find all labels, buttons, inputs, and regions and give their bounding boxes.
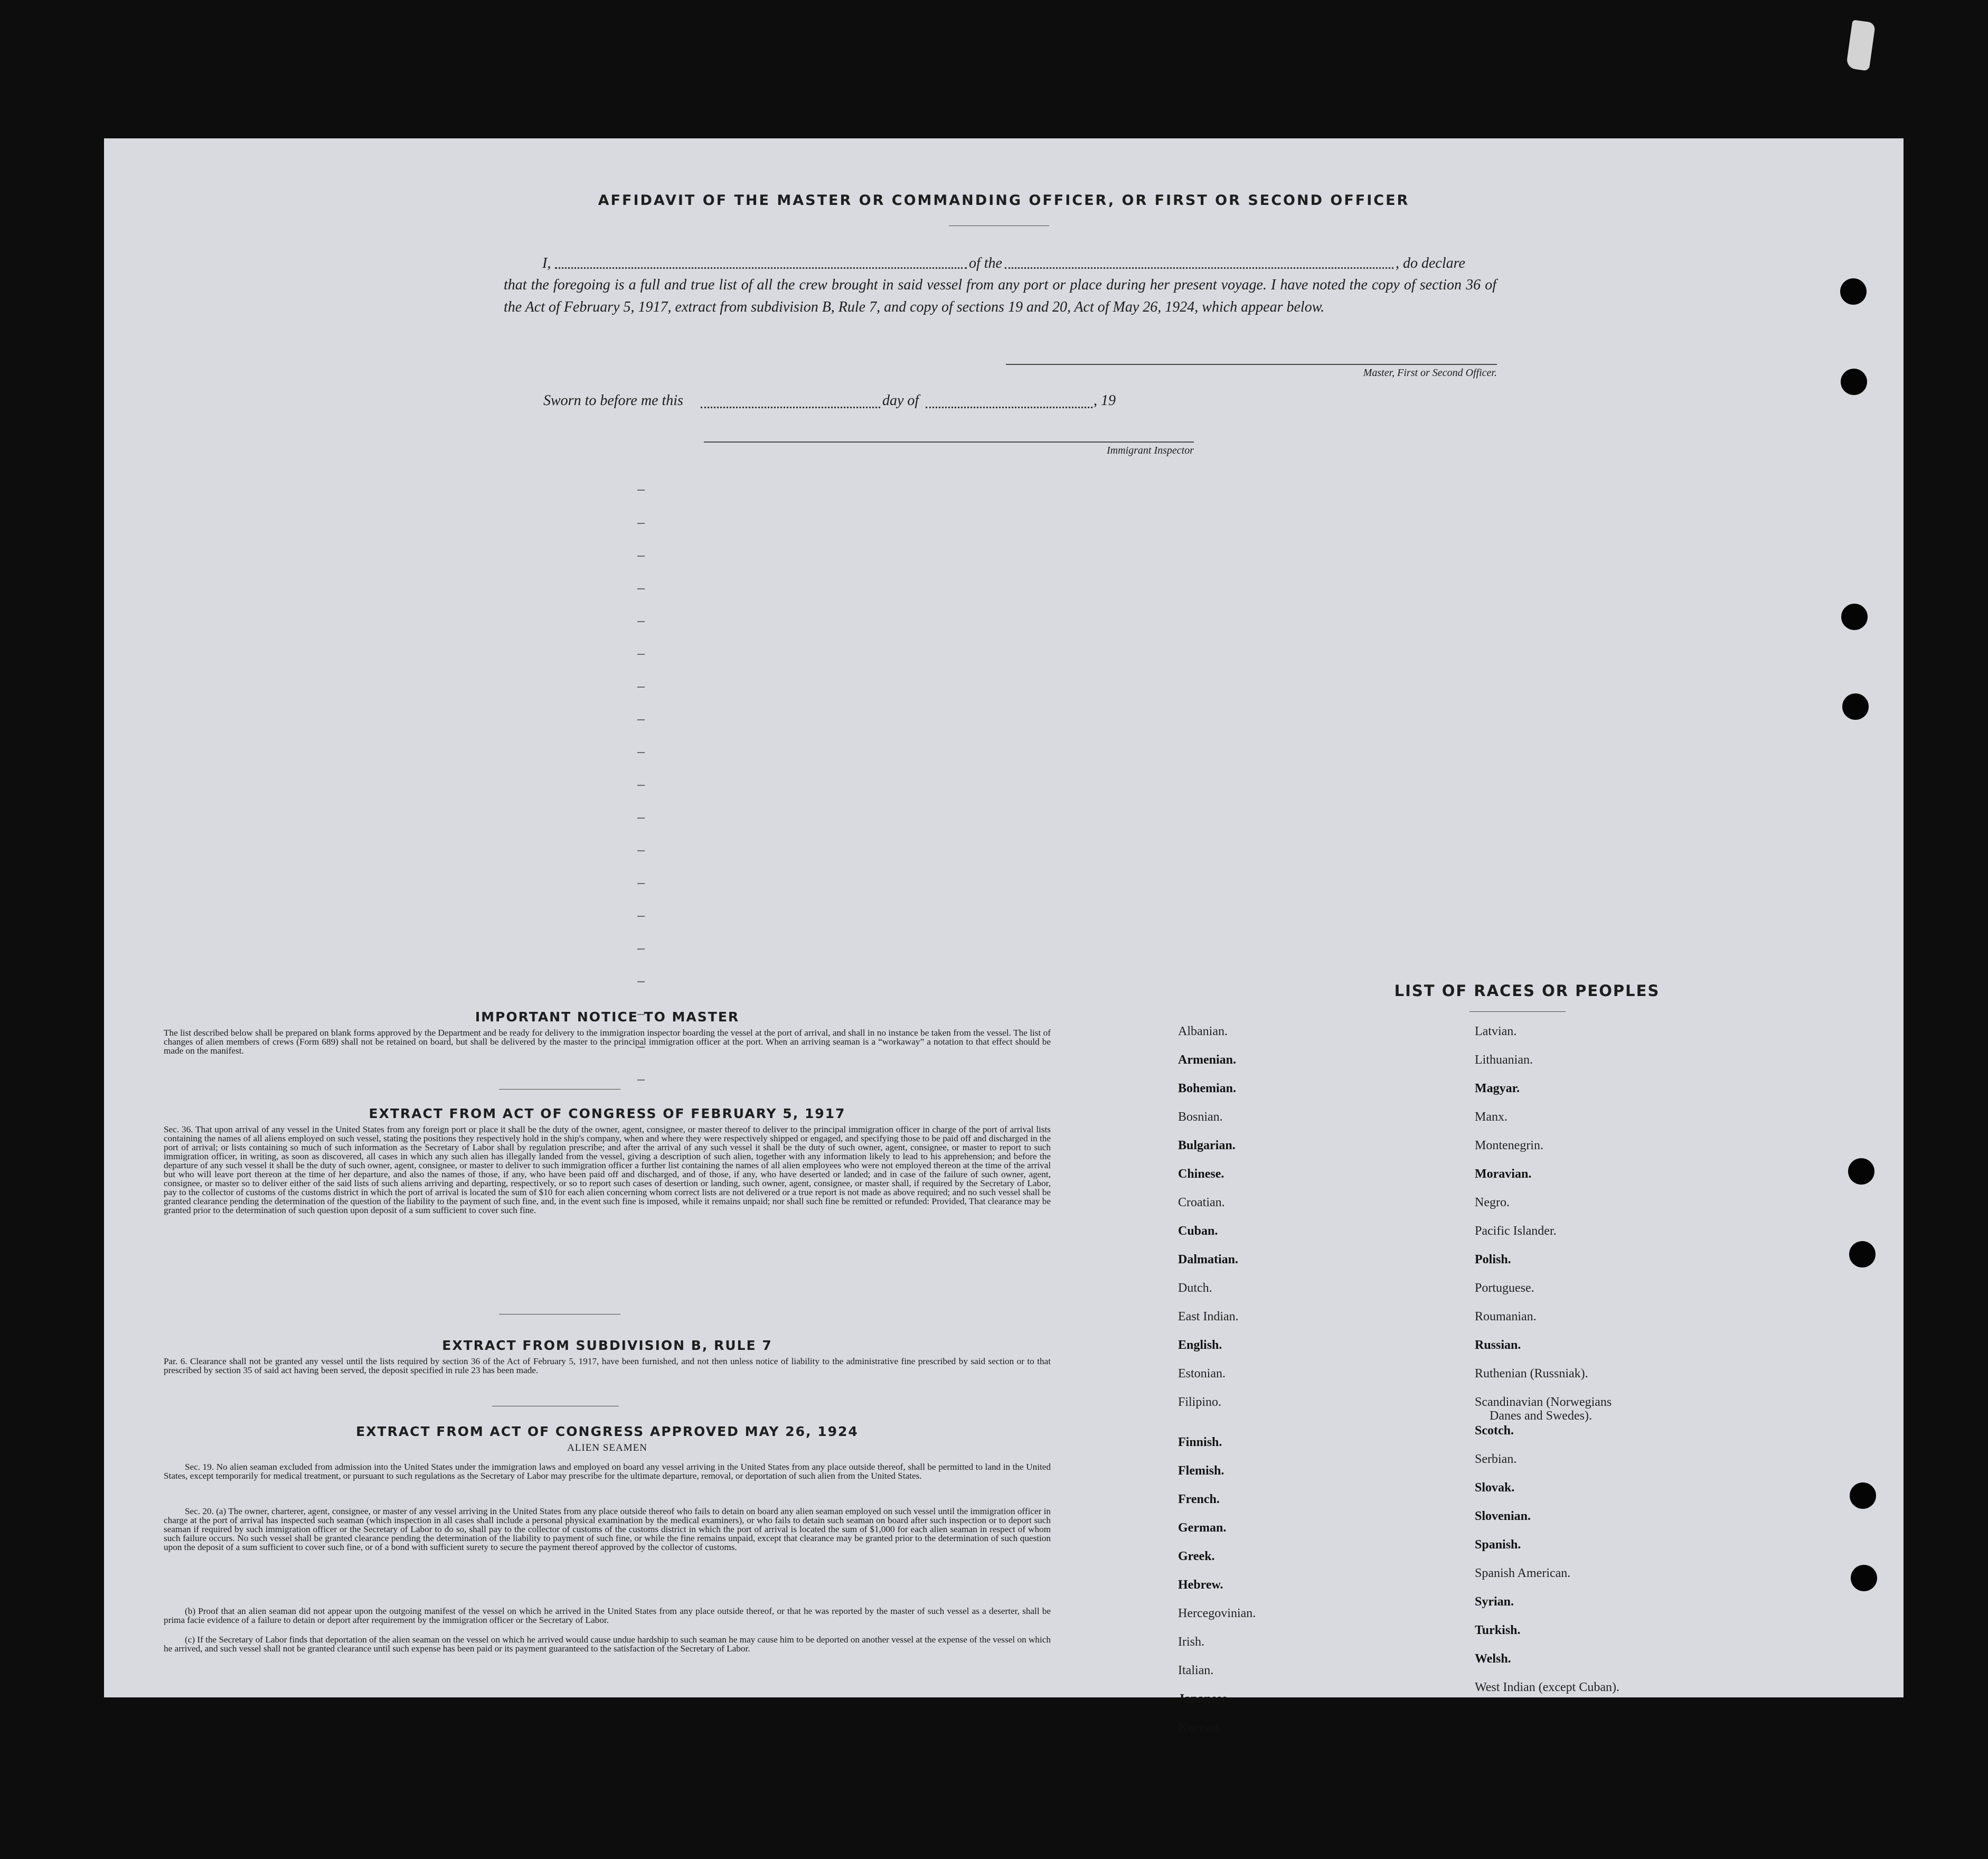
race-item: Greek.: [1178, 1549, 1215, 1563]
races-title: LIST OF RACES OR PEOPLES: [1394, 982, 1660, 1000]
race-item: Roumanian.: [1475, 1310, 1537, 1323]
margin-tick: [637, 818, 645, 819]
act-1924-sec20a: Sec. 20. (a) The owner, charterer, agent, consignee, or master of any vessel arriving in the United States from any place outside thereof who fails to detain on board any alien seaman employed on such vessel until the immigration officer in charge at the port of arrival has inspected such seaman (which inspection in all cases shall include a personal physical examination by the medical examiners), or who fails to detain such seaman on board after such inspection or to deport such seaman if required by such immigration officer or the Secretary of Labor to do so, shall pay to the collector of customs of the customs district in which the port of arrival is located the sum of $1,000 for each alien seaman in respect of whom such failure occurs. No such vessel shall be granted clearance pending the determination of the liability to payment of such fine, or while the fine remains unpaid, except that clearance may be granted prior to the determination of such question upon the deposit of a sum sufficient to cover such fine, or of a bond with sufficient surety to secure the payment thereof approved by the collector of customs.: [164, 1506, 1051, 1552]
race-item: Irish.: [1178, 1635, 1204, 1649]
notice-title: IMPORTANT NOTICE TO MASTER: [475, 1009, 740, 1025]
act-1917-text: Sec. 36. That upon arrival of any vessel in the United States from any foreign port or place it shall be the duty of the owner, agent, consignee, or master thereof to deliver to the principal immigration officer in charge of the port of arrival lists containing the names of all aliens employed on such vessel, stating the positions they respectively hold in the ship's company, when and where they were respectively shipped or engaged, and specifying those to be paid off and discharged in the port of arrival; or lists containing so much of such information as the Secretary of Labor shall by regulation prescribe; and after the arrival of any such vessel it shall be the duty of such owner, agent, consignee, or master to report to such immigration officer, in writing, as soon as discovered, all cases in which any such alien has illegally landed from the vessel, giving a description of such alien, together with any information likely to lead to his apprehension; and before the departure of any such vessel it shall be the duty of such owner, agent, consignee, or master to deliver to such immigration officer a further list containing the names of all alien employees who were not employed thereon at the time of the arrival but who will leave port thereon at the time of her departure, and also the names of those, if any, who have been paid off and discharged, and of those, if any, who have deserted or landed; and in case of the failure of such owner, agent, consignee, or master so to deliver either of the said lists of such aliens arriving and departing, respectively, or so to report such cases of desertion or landing, such owner, agent, consignee, or master shall, if required by the Secretary of Labor, pay to the collector of customs of the customs district in which the port of arrival is located the sum of $10 for each alien concerning whom correct lists are not delivered or a true report is not made as above required; and no such vessel shall be granted clearance pending the determination of the question of the liability to the payment of such fine, and, in the event such fine is imposed, while it remains unpaid; nor shall such fine be remitted or refunded: Provided, That clearance may be granted prior to the determination of such question upon deposit of a sum sufficient to cover such fine.: [164, 1124, 1051, 1215]
torn-paper-scrap: [1846, 20, 1876, 71]
race-item: Spanish.: [1475, 1538, 1521, 1552]
margin-tick: [637, 687, 645, 688]
race-item: Portuguese.: [1475, 1281, 1534, 1295]
margin-tick: [637, 850, 645, 851]
race-item: Negro.: [1475, 1196, 1510, 1209]
race-item: Korean.: [1178, 1720, 1222, 1734]
race-item: Bohemian.: [1178, 1082, 1237, 1095]
race-item: Japanese.: [1178, 1692, 1231, 1706]
master-signature-line[interactable]: [1006, 364, 1497, 365]
margin-tick: [637, 523, 645, 524]
margin-tick: [637, 981, 645, 982]
race-item: Latvian.: [1475, 1025, 1517, 1038]
margin-tick: [637, 1079, 645, 1081]
divider: [499, 1089, 620, 1090]
affidavit-i-label: I,: [542, 255, 551, 271]
race-item: Serbian.: [1475, 1452, 1517, 1466]
race-item: West Indian (except Cuban).: [1475, 1680, 1619, 1694]
margin-tick: [637, 588, 645, 589]
race-item: Bulgarian.: [1178, 1139, 1236, 1152]
race-item: Magyar.: [1475, 1082, 1520, 1095]
race-item: Manx.: [1475, 1110, 1508, 1124]
form-page: [104, 138, 1904, 1734]
binder-hole: [1850, 1482, 1876, 1509]
vessel-name-field[interactable]: [1005, 267, 1393, 269]
race-item: Pacific Islander.: [1475, 1224, 1557, 1238]
race-item: Armenian.: [1178, 1053, 1236, 1067]
master-signature-caption: Master, First or Second Officer.: [1363, 367, 1497, 379]
race-item: Filipino.: [1178, 1395, 1222, 1409]
race-item: Syrian.: [1475, 1595, 1514, 1609]
race-item: Bosnian.: [1178, 1110, 1223, 1124]
rule-7-text: Par. 6. Clearance shall not be granted any vessel until the lists required by section 36 of the Act of February 5, 1917, have been furnished, and not then unless notice of liability to the administrative fine prescribed by said section or to that prescribed by section 35 of said act having been served, the deposit specified in rule 23 has been made.: [164, 1356, 1051, 1375]
sworn-label: Sworn to before me this: [543, 392, 683, 409]
binder-hole: [1841, 604, 1868, 630]
act-1924-sec19: Sec. 19. No alien seaman excluded from admission into the United States under the immigration laws and employed on board any vessel arriving in the United States from any place outside thereof, shall be permitted to land in the United States, except temporarily for medical treatment, or pursuant to such regulations as the Secretary of Labor may prescribe for the ultimate departure, removal, or deportation of such alien from the United States.: [164, 1462, 1051, 1481]
margin-tick: [637, 949, 645, 950]
margin-tick: [637, 654, 645, 655]
race-item: Albanian.: [1178, 1025, 1228, 1038]
margin-tick: [637, 719, 645, 720]
binder-hole: [1840, 278, 1867, 305]
race-item: Welsh.: [1475, 1652, 1511, 1666]
margin-tick: [637, 621, 645, 622]
race-item: Slovenian.: [1475, 1509, 1531, 1523]
race-item: Flemish.: [1178, 1463, 1224, 1478]
act-1917-title: EXTRACT FROM ACT OF CONGRESS OF FEBRUARY 5, 1917: [369, 1106, 846, 1121]
margin-tick: [637, 916, 645, 917]
affidavit-declaration: that the foregoing is a full and true list of all the crew brought in said vessel from any port or place during her present voyage. I have noted the copy of section 36 of the Act of February 5, 1917, extract from subdivision B, Rule 7, and copy of sections 19 and 20, Act of May 26, 1924, which appear below.: [504, 277, 1496, 315]
race-item: Spanish American.: [1475, 1566, 1571, 1580]
race-item: Scandinavian (Norwegians: [1475, 1395, 1612, 1409]
affidavit-of-the: of the: [969, 255, 1002, 271]
divider: [499, 1314, 620, 1315]
race-item: Croatian.: [1178, 1196, 1225, 1209]
race-item: Finnish.: [1178, 1435, 1222, 1449]
race-item: German.: [1178, 1520, 1227, 1535]
race-item: Montenegrin.: [1475, 1139, 1543, 1152]
race-item: East Indian.: [1178, 1310, 1239, 1323]
races-divider: [1469, 1011, 1566, 1012]
race-item: Italian.: [1178, 1663, 1214, 1677]
race-item: Turkish.: [1475, 1623, 1521, 1637]
race-item: Danes and Swedes).: [1490, 1409, 1592, 1423]
inspector-signature-line[interactable]: [704, 442, 1194, 443]
race-item: Lithuanian.: [1475, 1053, 1533, 1067]
race-item: Estonian.: [1178, 1367, 1226, 1381]
sworn-day-field[interactable]: [701, 407, 880, 408]
race-item: French.: [1178, 1492, 1220, 1506]
race-item: Scotch.: [1475, 1424, 1514, 1438]
sworn-year-label: , 19: [1094, 392, 1116, 409]
act-1924-title: EXTRACT FROM ACT OF CONGRESS APPROVED MAY 26, 1924: [356, 1424, 859, 1439]
act-1924-subtitle: ALIEN SEAMEN: [567, 1442, 647, 1453]
race-item: Slovak.: [1475, 1481, 1515, 1495]
race-item: Ruthenian (Russniak).: [1475, 1367, 1588, 1381]
sworn-month-field[interactable]: [926, 407, 1092, 408]
race-item: Chinese.: [1178, 1167, 1224, 1181]
binder-hole: [1851, 1565, 1877, 1591]
inspector-caption: Immigrant Inspector: [1107, 445, 1194, 456]
binder-hole: [1842, 693, 1869, 720]
margin-tick: [637, 556, 645, 557]
margin-tick: [637, 785, 645, 786]
binder-hole: [1841, 369, 1867, 395]
sworn-day-of: day of: [882, 392, 919, 409]
margin-tick: [637, 883, 645, 884]
affiant-name-field[interactable]: [555, 267, 967, 269]
race-item: Dalmatian.: [1178, 1253, 1238, 1266]
margin-tick: [637, 490, 645, 491]
race-item: Polish.: [1475, 1253, 1511, 1266]
notice-text: The list described below shall be prepared on blank forms approved by the Department and be ready for delivery to the immigration inspector boarding the vessel at the port of arrival, and shall in no instance be taken from the vessel. The list of changes of alien members of crews (Form 689) shall not be retained on board, but shall be delivered by the master to the principal immigration officer at the port. When an arriving seaman is a “workaway” a notation to that effect should be made on the manifest.: [164, 1028, 1051, 1056]
affidavit-do-declare: , do declare: [1396, 255, 1465, 271]
binder-hole: [1848, 1158, 1874, 1185]
race-item: Moravian.: [1475, 1167, 1532, 1181]
race-item: Hercegovinian.: [1178, 1606, 1256, 1620]
act-1924-sec20b: (b) Proof that an alien seaman did not appear upon the outgoing manifest of the vessel on which he arrived in the United States from any place outside thereof, or that he was reported by the master of such vessel as a deserter, shall be prima facie evidence of a failure to detain or deport after requirement by the immigration officer or the Secretary of Labor.: [164, 1606, 1051, 1625]
rule-7-title: EXTRACT FROM SUBDIVISION B, RULE 7: [442, 1338, 772, 1353]
act-1924-sec20c: (c) If the Secretary of Labor finds that deportation of the alien seaman on the vessel on which he arrived would cause undue hardship to such seaman he may cause him to be deported on another vessel at the expense of the vessel on which he arrived, and such vessel shall not be granted clearance until such expense has been paid or its payment guaranteed to the satisfaction of the Secretary of Labor.: [164, 1635, 1051, 1654]
race-item: Cuban.: [1178, 1224, 1218, 1238]
race-item: Russian.: [1475, 1338, 1521, 1352]
margin-tick: [637, 752, 645, 753]
race-item: Dutch.: [1178, 1281, 1212, 1295]
race-item: English.: [1178, 1338, 1222, 1352]
affidavit-title: AFFIDAVIT OF THE MASTER OR COMMANDING OFFICER, OR FIRST OR SECOND OFFICER: [598, 192, 1410, 209]
binder-hole: [1849, 1241, 1876, 1268]
race-item: Hebrew.: [1178, 1578, 1223, 1592]
